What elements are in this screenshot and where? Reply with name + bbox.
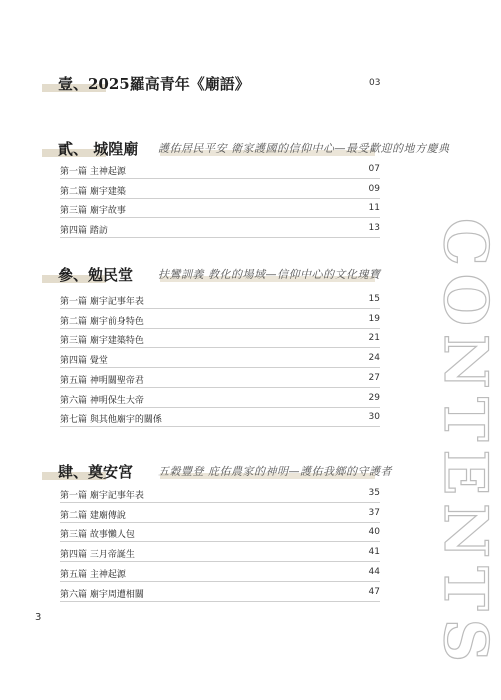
- toc-entry[interactable]: [0, 203, 501, 217]
- toc-entry[interactable]: [0, 223, 501, 237]
- section-subtitle: 護佑居民平安 衛家護國的信仰中心—最受歡迎的地方慶典: [158, 142, 450, 155]
- section-heading: [0, 263, 501, 289]
- toc-entry-label: 第二篇 廟宇建築: [60, 186, 126, 197]
- entry-divider: [60, 561, 380, 562]
- toc-entry-page: 07: [368, 164, 380, 174]
- vertical-contents-title: CONTENTS: [430, 218, 500, 671]
- toc-entry-page: 13: [368, 223, 380, 234]
- section-subtitle: 扶鸞訓義 教化的場域—信仰中心的文化瑰寶: [158, 268, 381, 281]
- toc-entry-page: 35: [368, 488, 380, 498]
- entry-divider: [60, 407, 380, 408]
- toc-entry-label: 第六篇 廟宇周遭相關: [60, 589, 144, 600]
- toc-entry-page: 29: [368, 392, 380, 403]
- toc-entry[interactable]: [0, 587, 501, 601]
- entry-divider: [60, 217, 380, 218]
- section-title: 貳、 城隍廟: [58, 140, 139, 158]
- toc-entry-label: 第三篇 故事懶人包: [60, 530, 135, 541]
- toc-entry-label: 第五篇 神明關聖帝君: [60, 375, 144, 386]
- entry-divider: [60, 308, 380, 309]
- toc-entry-page: 19: [368, 313, 380, 324]
- toc-entry-page: 41: [368, 547, 380, 558]
- toc-entry-label: 第三篇 廟宇建築特色: [60, 336, 144, 347]
- toc-entry-label: 第四篇 三月帝誕生: [60, 550, 135, 561]
- toc-entry-label: 第三篇 廟宇故事: [60, 206, 126, 217]
- section-heading: [0, 460, 501, 486]
- entry-divider: [60, 601, 380, 602]
- page-number: 3: [35, 612, 42, 623]
- toc-entry-page: 09: [368, 183, 380, 194]
- section-title: 肆、奠安宮: [58, 463, 134, 481]
- toc-entry[interactable]: [0, 527, 501, 541]
- toc-entry[interactable]: [0, 184, 501, 198]
- toc-entry-label: 第一篇 廟宇記事年表: [60, 297, 144, 307]
- toc-entry-page: 21: [368, 333, 380, 344]
- section-title: 壹、2025羅高青年《廟語》: [58, 75, 250, 93]
- toc-entry-page: 47: [368, 586, 380, 597]
- toc-entry[interactable]: [0, 488, 501, 502]
- toc-entry-page: 11: [368, 203, 380, 214]
- toc-entry-label: 第一篇 廟宇記事年表: [60, 491, 144, 501]
- toc-entry-page: 44: [368, 566, 380, 577]
- entry-divider: [60, 387, 380, 388]
- entry-divider: [60, 328, 380, 329]
- toc-entry-label: 第四篇 覺堂: [60, 356, 108, 367]
- section-page-number: 03: [369, 78, 381, 88]
- toc-entry[interactable]: [0, 314, 501, 328]
- toc-entry-label: 第一篇 主神起源: [60, 167, 126, 177]
- section-heading: [0, 72, 501, 98]
- toc-entry-page: 40: [368, 527, 380, 538]
- toc-entry-page: 30: [368, 412, 380, 423]
- toc-entry[interactable]: [0, 412, 501, 426]
- toc-entry-label: 第二篇 廟宇前身特色: [60, 316, 144, 327]
- toc-entry[interactable]: [0, 567, 501, 581]
- toc-entry-label: 第五篇 主神起源: [60, 569, 126, 580]
- entry-divider: [60, 581, 380, 582]
- entry-divider: [60, 178, 380, 179]
- toc-entry[interactable]: [0, 393, 501, 407]
- toc-entry-label: 第四篇 踏訪: [60, 226, 108, 237]
- toc-entry[interactable]: [0, 294, 501, 308]
- toc-entry[interactable]: [0, 508, 501, 522]
- toc-entry[interactable]: [0, 333, 501, 347]
- toc-entry-page: 24: [368, 353, 380, 364]
- entry-divider: [60, 347, 380, 348]
- toc-entry[interactable]: [0, 547, 501, 561]
- entry-divider: [60, 237, 380, 238]
- entry-divider: [60, 367, 380, 368]
- section-title: 參、勉民堂: [58, 266, 134, 284]
- section-subtitle: 五穀豐登 庇佑農家的神明—護佑我鄉的守護者: [158, 465, 392, 478]
- toc-entry-page: 27: [368, 372, 380, 383]
- entry-divider: [60, 198, 380, 199]
- toc-entry[interactable]: [0, 164, 501, 178]
- toc-entry-label: 第六篇 神明保生大帝: [60, 395, 144, 406]
- entry-divider: [60, 502, 380, 503]
- toc-entry-label: 第二篇 建廟傳說: [60, 510, 126, 521]
- toc-entry[interactable]: [0, 353, 501, 367]
- entry-divider: [60, 541, 380, 542]
- toc-entry-label: 第七篇 與其他廟宇的關係: [60, 415, 162, 426]
- entry-divider: [60, 426, 380, 427]
- entry-divider: [60, 522, 380, 523]
- toc-entry[interactable]: [0, 373, 501, 387]
- toc-entry-page: 37: [368, 507, 380, 518]
- toc-entry-page: 15: [368, 294, 380, 304]
- section-heading: [0, 137, 501, 163]
